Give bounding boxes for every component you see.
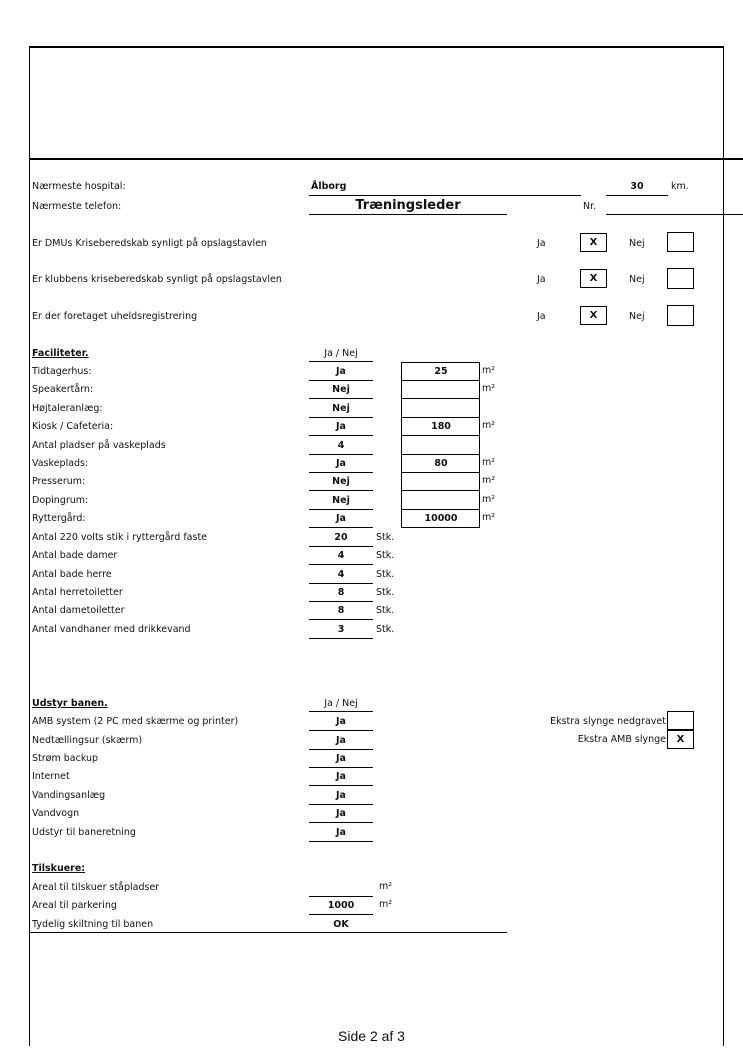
- count-unit: Stk.: [376, 605, 395, 616]
- facility-area-line: [401, 490, 480, 491]
- spectator-label: Areal til parkering: [32, 900, 117, 911]
- spectator-value-underline: [309, 914, 373, 915]
- facility-value-underline: [309, 417, 373, 418]
- question-dmu-nej-label: Nej: [629, 238, 645, 249]
- count-label: Antal dametoiletter: [32, 605, 125, 616]
- count-value-underline: [309, 601, 373, 602]
- count-label: Antal herretoiletter: [32, 587, 123, 598]
- count-unit: Stk.: [376, 532, 395, 543]
- facility-value: Nej: [332, 476, 350, 487]
- count-label: Antal bade herre: [32, 569, 112, 580]
- facility-value-underline: [309, 490, 373, 491]
- distance-underline: [606, 195, 668, 196]
- equipment-header-underline: [309, 711, 373, 712]
- equipment-value: Ja: [336, 716, 346, 727]
- equipment-value: Ja: [336, 771, 346, 782]
- facility-value: Ja: [336, 366, 346, 377]
- spectator-label: Tydelig skiltning til banen: [32, 919, 154, 930]
- nearest-phone-value: Træningsleder: [355, 198, 461, 213]
- question-club-nej-checkbox[interactable]: [667, 268, 694, 289]
- equipment-value-underline: [309, 841, 373, 842]
- count-unit: Stk.: [376, 569, 395, 580]
- spectator-unit: m²: [379, 899, 393, 910]
- equipment-label: Vandvogn: [32, 808, 80, 819]
- facility-area-line: [401, 435, 480, 436]
- count-value-underline: [309, 564, 373, 565]
- facility-label: Presserum:: [32, 476, 86, 487]
- distance-value: 30: [630, 181, 644, 192]
- facility-value-underline: [309, 435, 373, 436]
- distance-unit: km.: [671, 181, 689, 192]
- hospital-underline: [309, 195, 581, 196]
- facility-area-line: [401, 472, 480, 473]
- frame-top-line: [29, 46, 724, 48]
- facility-area-line: [401, 398, 480, 399]
- area-box-top-border: [401, 362, 480, 363]
- count-value: 8: [337, 587, 345, 598]
- frame-right-line: [723, 46, 724, 1046]
- equipment-label: Vandingsanlæg: [32, 790, 106, 801]
- question-accident-nej-label: Nej: [629, 311, 645, 322]
- equipment-value-underline: [309, 804, 373, 805]
- spectator-unit: m²: [379, 881, 393, 892]
- facility-label: Tidtagerhus:: [32, 366, 92, 377]
- count-value: 20: [334, 532, 348, 543]
- spectator-value-underline: [309, 896, 373, 897]
- nr-label: Nr.: [583, 201, 597, 212]
- facility-area-unit: m²: [482, 494, 496, 505]
- count-value-underline: [309, 638, 373, 639]
- facility-area-line: [401, 454, 480, 455]
- count-value: 3: [337, 624, 345, 635]
- facility-value-underline: [309, 380, 373, 381]
- facility-value: Ja: [336, 513, 346, 524]
- question-club-ja-checkbox[interactable]: X: [580, 269, 607, 288]
- facility-value: Ja: [336, 458, 346, 469]
- facility-area-line: [401, 527, 480, 528]
- equipment-value-underline: [309, 822, 373, 823]
- facilities-heading: Faciliteter.: [32, 348, 89, 359]
- facility-area-unit: m²: [482, 420, 496, 431]
- facility-area-line: [401, 509, 480, 510]
- page-number: Side 2 af 3: [338, 1028, 405, 1044]
- equipment-value: Ja: [336, 753, 346, 764]
- count-label: Antal bade damer: [32, 550, 118, 561]
- facility-area-unit: m²: [482, 365, 496, 376]
- spectator-label: Areal til tilskuer ståpladser: [32, 882, 160, 893]
- facility-value: Nej: [332, 384, 350, 395]
- nearest-hospital-label: Nærmeste hospital:: [32, 181, 126, 192]
- question-dmu-ja-checkbox[interactable]: X: [580, 233, 607, 252]
- equipment-value-underline: [309, 785, 373, 786]
- equipment-col-header: Ja / Nej: [324, 698, 358, 709]
- facility-label: Vaskeplads:: [32, 458, 89, 469]
- count-value-underline: [309, 619, 373, 620]
- facility-label: Antal pladser på vaskeplads: [32, 440, 166, 451]
- facility-area: 180: [431, 421, 451, 432]
- nearest-hospital-value: Ålborg: [311, 181, 347, 192]
- extra-loop-buried-label: Ekstra slynge nedgravet: [550, 716, 666, 727]
- facility-value-underline: [309, 454, 373, 455]
- facility-area-unit: m²: [482, 475, 496, 486]
- question-dmu-text: Er DMUs Kriseberedskab synligt på opslagstavlen: [32, 238, 267, 249]
- spectator-value: OK: [333, 919, 349, 930]
- equipment-heading: Udstyr banen.: [32, 698, 108, 709]
- equipment-value: Ja: [336, 735, 346, 746]
- extra-amb-loop-checkbox[interactable]: X: [667, 730, 694, 749]
- count-unit: Stk.: [376, 624, 395, 635]
- facility-area-unit: m²: [482, 383, 496, 394]
- equipment-value-underline: [309, 767, 373, 768]
- question-dmu-nej-checkbox[interactable]: [667, 232, 694, 252]
- count-unit: Stk.: [376, 587, 395, 598]
- frame-left-line: [29, 46, 30, 1046]
- equipment-label: Internet: [32, 771, 70, 782]
- facility-value: Nej: [332, 495, 350, 506]
- header-bottom-line: [29, 158, 743, 160]
- facility-area-unit: m²: [482, 512, 496, 523]
- facility-area: 25: [434, 366, 448, 377]
- question-club-text: Er klubbens kriseberedskab synligt på opslagstavlen: [32, 274, 282, 285]
- facility-value-underline: [309, 398, 373, 399]
- facility-area-unit: m²: [482, 457, 496, 468]
- facility-value: 4: [337, 440, 345, 451]
- count-value-underline: [309, 583, 373, 584]
- facility-value-underline: [309, 527, 373, 528]
- area-box-left-border: [401, 362, 402, 528]
- count-value: 8: [337, 605, 345, 616]
- phone-underline: [309, 214, 507, 215]
- facility-area: 80: [434, 458, 448, 469]
- facilities-header-underline: [309, 361, 373, 362]
- question-accident-ja-label: Ja: [537, 311, 546, 322]
- facility-area-line: [401, 380, 480, 381]
- facility-value-underline: [309, 509, 373, 510]
- spectator-value: 1000: [327, 900, 355, 911]
- facility-label: Kiosk / Cafeteria:: [32, 421, 114, 432]
- facility-area: 10000: [424, 513, 458, 524]
- spectators-bottom-line: [29, 932, 507, 933]
- question-accident-ja-checkbox[interactable]: X: [580, 306, 607, 325]
- count-value-underline: [309, 546, 373, 547]
- question-club-nej-label: Nej: [629, 274, 645, 285]
- facility-value: Nej: [332, 403, 350, 414]
- facility-label: Speakertårn:: [32, 384, 94, 395]
- equipment-value: Ja: [336, 808, 346, 819]
- facility-label: Højtaleranlæg:: [32, 403, 103, 414]
- count-value: 4: [337, 550, 345, 561]
- equipment-label: Strøm backup: [32, 753, 99, 764]
- facility-value-underline: [309, 472, 373, 473]
- equipment-value-underline: [309, 749, 373, 750]
- spectators-heading: Tilskuere:: [32, 863, 86, 874]
- count-unit: Stk.: [376, 550, 395, 561]
- count-value: 4: [337, 569, 345, 580]
- question-accident-nej-checkbox[interactable]: [667, 305, 694, 326]
- facilities-col-header: Ja / Nej: [324, 348, 358, 359]
- question-accident-text: Er der foretaget uheldsregistrering: [32, 311, 198, 322]
- extra-loop-buried-checkbox[interactable]: [667, 711, 694, 730]
- question-dmu-ja-label: Ja: [537, 238, 546, 249]
- equipment-label: AMB system (2 PC med skærme og printer): [32, 716, 239, 727]
- nr-underline: [606, 214, 743, 215]
- facility-value: Ja: [336, 421, 346, 432]
- facility-area-line: [401, 417, 480, 418]
- equipment-label: Nedtællingsur (skærm): [32, 735, 143, 746]
- equipment-value-underline: [309, 730, 373, 731]
- equipment-value: Ja: [336, 827, 346, 838]
- equipment-value: Ja: [336, 790, 346, 801]
- nearest-phone-label: Nærmeste telefon:: [32, 201, 122, 212]
- area-box-right-border: [479, 362, 480, 528]
- facility-label: Ryttergård:: [32, 513, 86, 524]
- count-label: Antal vandhaner med drikkevand: [32, 624, 191, 635]
- facility-label: Dopingrum:: [32, 495, 89, 506]
- question-club-ja-label: Ja: [537, 274, 546, 285]
- equipment-label: Udstyr til baneretning: [32, 827, 136, 838]
- extra-amb-loop-label: Ekstra AMB slynge: [577, 734, 666, 745]
- count-label: Antal 220 volts stik i ryttergård faste: [32, 532, 208, 543]
